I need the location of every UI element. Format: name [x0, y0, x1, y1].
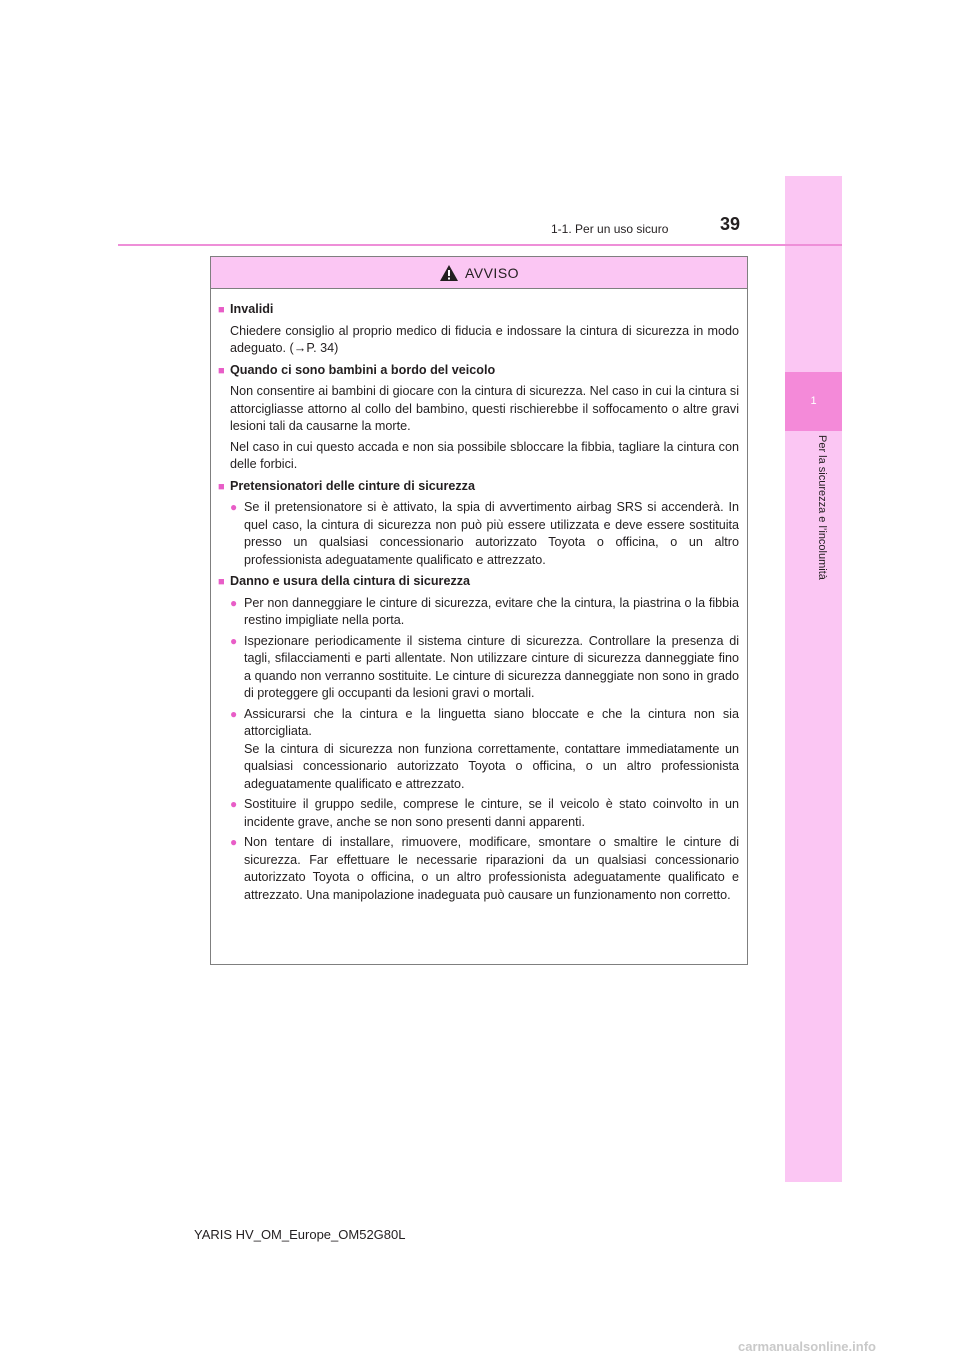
warning-content: [211, 289, 747, 904]
document-code: YARIS HV_OM_Europe_OM52G80L: [194, 1227, 406, 1242]
bullet-text: Se il pretensionatore si è attivato, la spia di avvertimento airbag SRS si accenderà. In quel caso, la cintura di sicurezza non può più essere utilizzata e deve essere sostituita presso un qualsiasi concessionario autorizzato Toyota o officina, o un altro professionista adeguatamente qualificato e attrezzato.: [244, 500, 739, 567]
square-bullet-icon: ■: [218, 576, 225, 588]
bullet-text: Per non danneggiare le cinture di sicurezza, evitare che la cintura, la piastrina o la fibbia restino impigliate nella porta.: [244, 595, 739, 627]
bullet-item: [230, 706, 739, 794]
page-number: 39: [720, 214, 741, 234]
warning-triangle-icon: [439, 264, 459, 282]
warning-header: [211, 257, 747, 289]
circle-bullet-icon: ●: [230, 500, 238, 514]
warning-title: AVVISO: [464, 264, 520, 281]
bullet-item: [230, 595, 739, 630]
bullet-text: Sostituire il gruppo sedile, comprese le cinture, se il veicolo è stato coinvolto in un incidente grave, anche se non sono presenti danni apparenti.: [244, 797, 739, 829]
section-paragraph: Chiedere consiglio al proprio medico di fiducia e indossare la cintura di sicurezza in modo adeguato. (→P. 34): [230, 323, 739, 355]
section-paragraph: Non consentire ai bambini di giocare con la cintura di sicurezza. Nel caso in cui la cintura si attorcigliasse attorno al collo del bambino, questi rischierebbe il soffocamento o altre gravi lesioni tali da causarne la morte.: [230, 384, 739, 433]
warning-section: [218, 478, 739, 570]
warning-section: [218, 362, 739, 474]
section-heading: [218, 362, 739, 381]
section-heading-text: Invalidi: [230, 302, 274, 316]
bullet-item: [230, 796, 739, 831]
bullet-text: Assicurarsi che la cintura e la linguetta siano bloccate e che la cintura non sia attorcigliata. Se la cintura di sicurezza non funziona correttamente, contattare immediatamente un qualsiasi concessionario autorizzato Toyota o officina, o un altro professionista adeguatamente qualificato e attrezzato.: [244, 706, 739, 791]
circle-bullet-icon: ●: [230, 797, 238, 811]
warning-section: [218, 573, 739, 904]
square-bullet-icon: ■: [218, 304, 225, 316]
square-bullet-icon: ■: [218, 480, 225, 493]
bullet-item: [230, 834, 739, 904]
warning-section: [218, 301, 739, 358]
warning-box: [210, 256, 748, 965]
circle-bullet-icon: ●: [230, 706, 238, 721]
circle-bullet-icon: ●: [230, 595, 238, 610]
section-heading-text: Quando ci sono bambini a bordo del veicolo: [230, 362, 496, 377]
chapter-number: 1: [785, 372, 842, 431]
bullet-item: [230, 633, 739, 703]
bullet-text: Non tentare di installare, rimuovere, modificare, smontare o smaltire le cinture di sicurezza. Far effettuare le necessarie riparazioni da un qualsiasi concessionario autorizzato Toyota o officina, o un altro professionista adeguatamente qualificato e attrezzato. Una manipolazione inadeguata può causare un funzionamento non corretto.: [244, 835, 739, 902]
chapter-label: Per la sicurezza e l’incolumità: [816, 435, 828, 580]
bullet-item: [230, 499, 739, 569]
chapter-side-tab: [785, 176, 842, 1182]
watermark: carmanualsonline.info: [738, 1339, 876, 1354]
section-heading-text: Danno e usura della cintura di sicurezza: [230, 574, 471, 588]
section-paragraph: Nel caso in cui questo accada e non sia possibile sbloccare la fibbia, tagliare la cintura con delle forbici.: [230, 439, 739, 471]
header-rule: [118, 244, 842, 246]
bullet-text: Ispezionare periodicamente il sistema cinture di sicurezza. Controllare la presenza di tagli, sfilacciamenti e parti allentate. Non utilizzare cinture di sicurezza danneggiate fino a quando non verranno sostituite. Le cinture di sicurezza danneggiate non sono in grado di proteggere gli occupanti da lesioni gravi o mortali.: [244, 633, 739, 700]
section-title: 1-1. Per un uso sicuro: [551, 222, 669, 236]
section-heading: [218, 478, 739, 497]
section-heading-text: Pretensionatori delle cinture di sicurezza: [230, 478, 475, 493]
circle-bullet-icon: ●: [230, 835, 238, 849]
section-heading: [218, 301, 739, 320]
section-heading: [218, 573, 739, 592]
circle-bullet-icon: ●: [230, 633, 238, 648]
square-bullet-icon: ■: [218, 364, 225, 377]
